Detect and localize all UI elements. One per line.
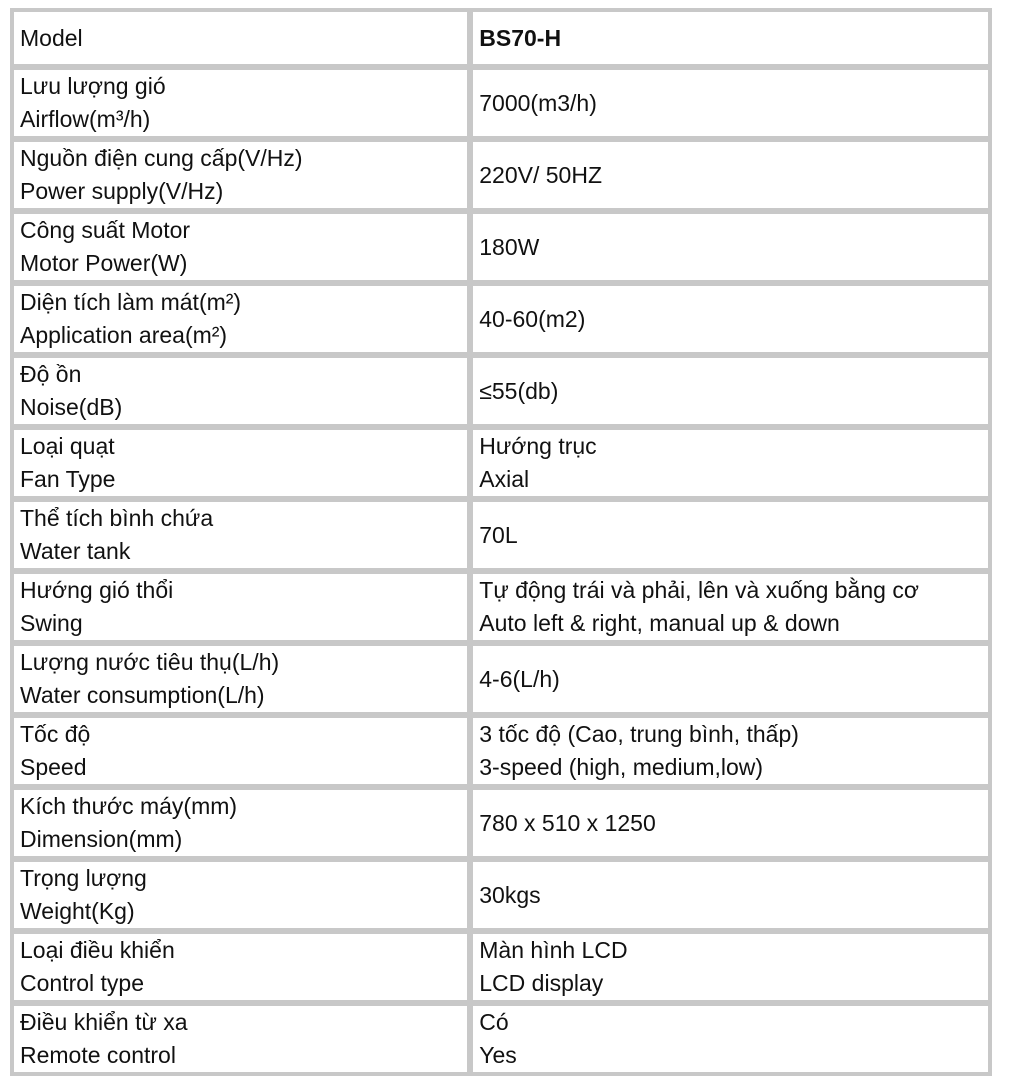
spec-label-vi: Kích thước máy(mm)	[20, 793, 238, 819]
spec-value-primary: Có	[479, 1009, 509, 1035]
spec-value-primary: 780 x 510 x 1250	[479, 809, 656, 836]
spec-value-primary: 7000(m3/h)	[479, 89, 597, 116]
spec-value-cell	[470, 787, 991, 859]
spec-label-vi: Lưu lượng gió	[20, 73, 166, 99]
table-row	[11, 643, 991, 715]
spec-label-cell	[11, 427, 470, 499]
spec-value-cell	[470, 139, 991, 211]
spec-value-cell	[470, 931, 991, 1003]
spec-value-primary: Màn hình LCD	[479, 937, 628, 963]
spec-label-cell	[11, 283, 470, 355]
spec-value-primary: Tự động trái và phải, lên và xuống bằng cơ	[479, 577, 919, 603]
spec-table	[10, 8, 992, 1076]
spec-label-en: Weight(Kg)	[20, 898, 135, 924]
table-row	[11, 571, 991, 643]
spec-label-en: Motor Power(W)	[20, 250, 188, 276]
table-row	[11, 283, 991, 355]
spec-label-cell	[11, 211, 470, 283]
model-value: BS70-H	[470, 9, 991, 67]
table-row	[11, 1003, 991, 1075]
table-row	[11, 787, 991, 859]
spec-label-vi: Điều khiển từ xa	[20, 1009, 188, 1035]
spec-value-cell	[470, 283, 991, 355]
table-row	[11, 355, 991, 427]
spec-label-vi: Trọng lượng	[20, 865, 147, 891]
spec-value-secondary: Auto left & right, manual up & down	[479, 610, 840, 636]
spec-value-primary: Hướng trục	[479, 433, 597, 459]
spec-label-en: Water consumption(L/h)	[20, 682, 265, 708]
spec-value-cell	[470, 715, 991, 787]
table-row	[11, 859, 991, 931]
spec-label-cell	[11, 67, 470, 139]
spec-label-en: Power supply(V/Hz)	[20, 178, 224, 204]
spec-label-cell	[11, 139, 470, 211]
spec-label-cell	[11, 931, 470, 1003]
spec-label-cell	[11, 355, 470, 427]
spec-label-cell	[11, 499, 470, 571]
model-label: Model	[11, 9, 470, 67]
spec-value-secondary: Yes	[479, 1042, 517, 1068]
spec-table-body	[11, 9, 991, 1075]
spec-value-cell	[470, 67, 991, 139]
spec-label-en: Airflow(m³/h)	[20, 106, 151, 132]
table-row	[11, 139, 991, 211]
spec-label-en: Water tank	[20, 538, 131, 564]
spec-label-en: Control type	[20, 970, 145, 996]
spec-value-cell	[470, 1003, 991, 1075]
spec-value-cell	[470, 571, 991, 643]
table-row	[11, 715, 991, 787]
spec-value-primary: 4-6(L/h)	[479, 665, 560, 692]
spec-label-vi: Công suất Motor	[20, 217, 191, 243]
spec-value-primary: 40-60(m2)	[479, 305, 586, 332]
spec-label-vi: Diện tích làm mát(m²)	[20, 289, 242, 315]
table-row	[11, 427, 991, 499]
spec-label-cell	[11, 643, 470, 715]
spec-label-cell	[11, 571, 470, 643]
spec-value-cell	[470, 355, 991, 427]
spec-value-primary: 180W	[479, 233, 540, 260]
spec-label-en: Application area(m²)	[20, 322, 228, 348]
spec-label-vi: Hướng gió thổi	[20, 577, 174, 603]
spec-label-vi: Thể tích bình chứa	[20, 505, 214, 531]
spec-label-en: Noise(dB)	[20, 394, 123, 420]
spec-value-secondary: LCD display	[479, 970, 604, 996]
spec-label-cell	[11, 715, 470, 787]
spec-value-cell	[470, 643, 991, 715]
spec-value-cell	[470, 499, 991, 571]
spec-value-primary: 3 tốc độ (Cao, trung bình, thấp)	[479, 721, 799, 747]
spec-label-vi: Tốc độ	[20, 721, 91, 747]
spec-value-secondary: Axial	[479, 466, 530, 492]
spec-label-vi: Loại quạt	[20, 433, 115, 459]
spec-value-secondary: 3-speed (high, medium,low)	[479, 754, 764, 780]
spec-value-cell	[470, 859, 991, 931]
spec-value-primary: ≤55(db)	[479, 377, 559, 404]
table-row	[11, 499, 991, 571]
spec-value-primary: 70L	[479, 521, 518, 548]
spec-label-vi: Độ ồn	[20, 361, 82, 387]
spec-value-primary: 220V/ 50HZ	[479, 161, 603, 188]
spec-label-en: Dimension(mm)	[20, 826, 183, 852]
table-row	[11, 67, 991, 139]
spec-label-cell	[11, 859, 470, 931]
spec-value-cell	[470, 427, 991, 499]
spec-value-cell	[470, 211, 991, 283]
spec-label-en: Remote control	[20, 1042, 176, 1068]
spec-label-vi: Lượng nước tiêu thụ(L/h)	[20, 649, 280, 675]
spec-label-vi: Loại điều khiển	[20, 937, 175, 963]
spec-value-primary: 30kgs	[479, 881, 541, 908]
spec-label-cell	[11, 1003, 470, 1075]
spec-label-en: Swing	[20, 610, 83, 636]
spec-label-en: Speed	[20, 754, 87, 780]
spec-label-en: Fan Type	[20, 466, 116, 492]
table-row-model	[11, 9, 991, 67]
spec-label-cell	[11, 787, 470, 859]
table-row	[11, 211, 991, 283]
table-row	[11, 931, 991, 1003]
spec-label-vi: Nguồn điện cung cấp(V/Hz)	[20, 145, 303, 171]
